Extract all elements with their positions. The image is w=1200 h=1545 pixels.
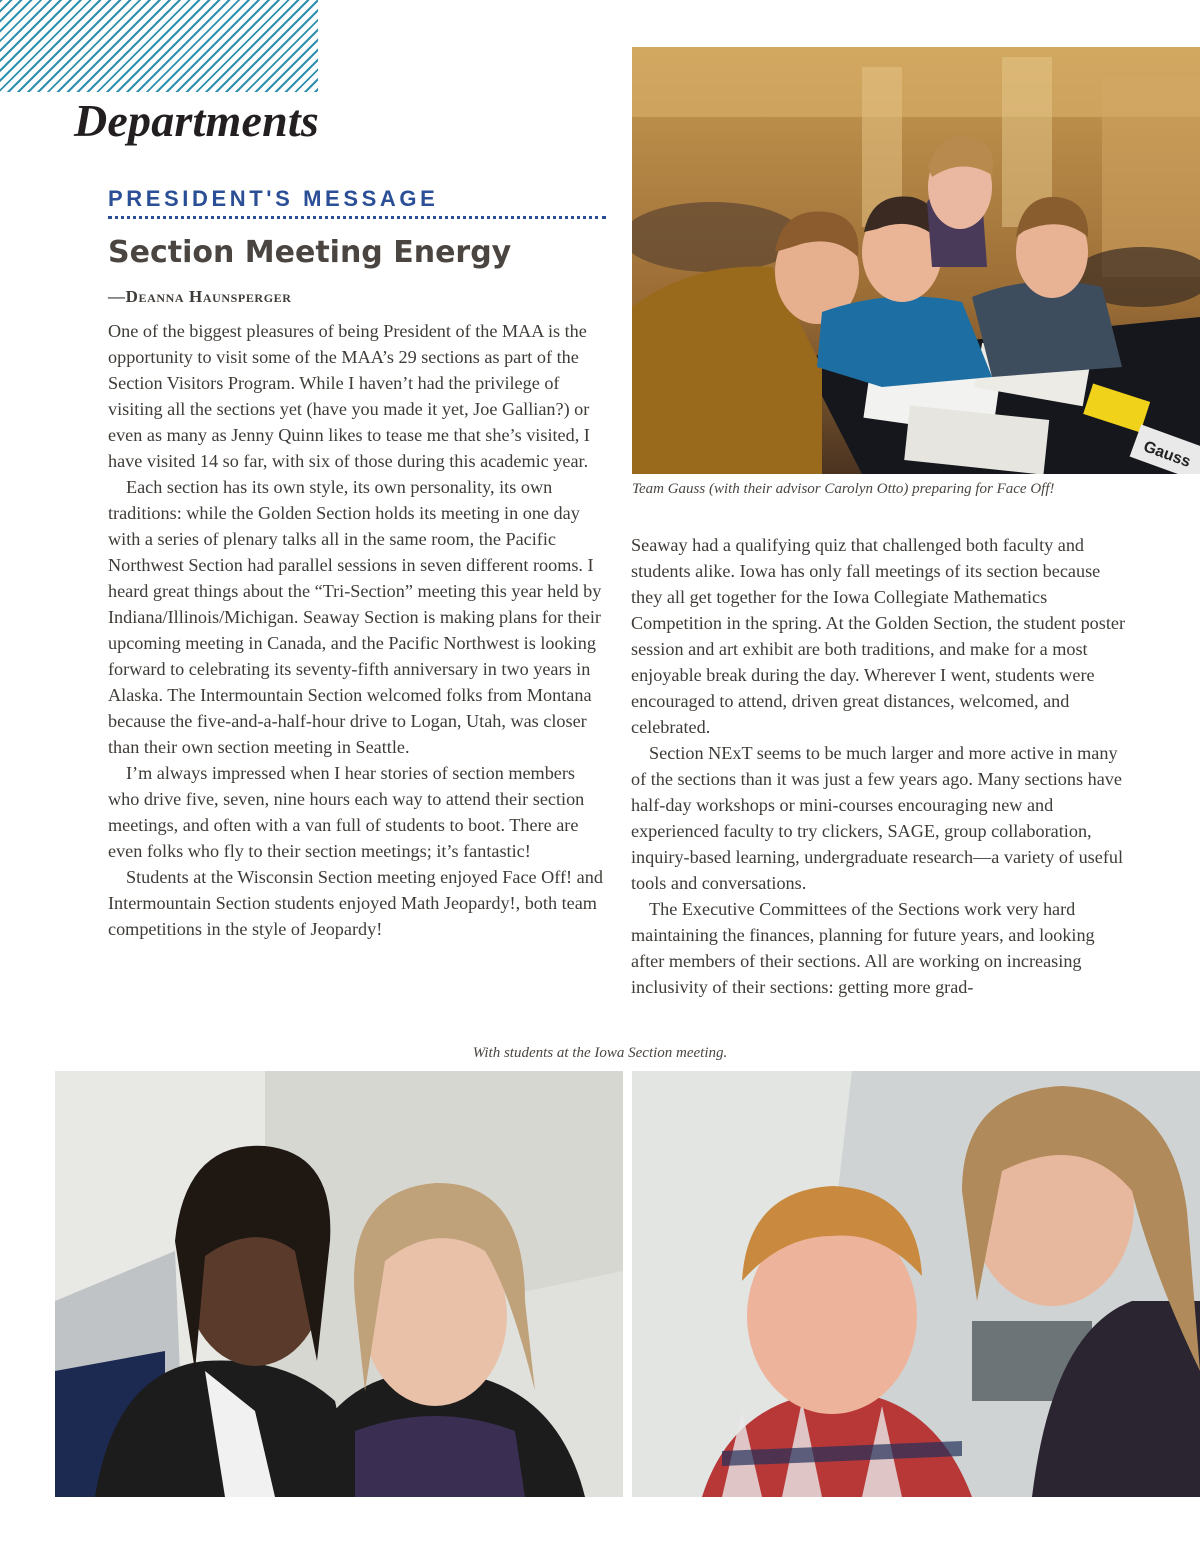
- article-byline: —Deanna Haunsperger: [108, 287, 292, 306]
- article-column-2: [631, 532, 1126, 1000]
- table-sign-text: Gauss: [1141, 438, 1193, 471]
- kicker-label: PRESIDENT'S MESSAGE: [108, 186, 439, 211]
- caption-bottom-photos: With students at the Iowa Section meeting.: [472, 1045, 728, 1061]
- photo-team-gauss: [632, 47, 1200, 474]
- caption-top-photo: Team Gauss (with their advisor Carolyn Otto) preparing for Face Off!: [632, 481, 1055, 497]
- paragraph: I’m always impressed when I hear stories of section members who drive five, seven, nine hours each way to attend their section meetings, and often with a van full of students to boot. There are even folks who fly to their section meetings; it’s fantastic!: [108, 763, 585, 861]
- paragraph: The Executive Committees of the Sections work very hard maintaining the finances, planning for future years, and looking after members of their sections. All are working on increasing inclusivity of their sections: getting more grad-: [631, 899, 1095, 997]
- article-headline: Section Meeting Energy: [108, 235, 512, 270]
- paragraph: Each section has its own style, its own personality, its own traditions: while the Golden Section holds its meeting in one day with a series of plenary talks all in the same room, the Pacific Northwest Section had parallel sessions in seven different rooms. I heard great things about the “Tri-Section” meeting this year held by Indiana/Illinois/Michigan. Seaway Section is making plans for their upcoming meeting in Canada, and the Pacific Northwest is looking forward to celebrating its seventy-fifth anniversary in two years in Alaska. The Intermountain Section welcomed folks from Montana because the five-and-a-half-hour drive to Logan, Utah, was closer than their own section meeting in Seattle.: [108, 477, 602, 757]
- section-kicker: [108, 186, 606, 219]
- decorative-stripes: [0, 0, 318, 92]
- department-heading: Departments: [74, 95, 319, 146]
- photo-selfie-left: [55, 1071, 623, 1497]
- paragraph: Seaway had a qualifying quiz that challenged both faculty and students alike. Iowa has only fall meetings of its section because they all get together for the Iowa Collegiate Mathematics Competition in the spring. At the Golden Section, the student poster session and art exhibit are both traditions, and make for a most enjoyable break during the day. Wherever I went, students were encouraged to attend, driven great distances, welcomed, and celebrated.: [631, 535, 1126, 737]
- paragraph: One of the biggest pleasures of being President of the MAA is the opportunity to visit some of the MAA’s 29 sections as part of the Section Visitors Program. While I haven’t had the privilege of visiting all the sections yet (have you made it yet, Joe Gallian?) or even as many as Jenny Quinn likes to tease me that she’s visited, I have visited 14 so far, with six of those during this academic year.: [108, 321, 590, 471]
- paragraph: Students at the Wisconsin Section meeting enjoyed Face Off! and Intermountain Section students enjoyed Math Jeopardy!, both team competitions in the style of Jeopardy!: [108, 867, 603, 939]
- photo-selfie-right: [632, 1071, 1200, 1497]
- paragraph: Section NExT seems to be much larger and more active in many of the sections than it was just a few years ago. Many sections have half-day workshops or mini-courses encouraging new and experienced faculty to try clickers, SAGE, group collaboration, inquiry-based learning, undergraduate research—a variety of useful tools and conversations.: [631, 743, 1124, 893]
- article-column-1: [108, 318, 606, 942]
